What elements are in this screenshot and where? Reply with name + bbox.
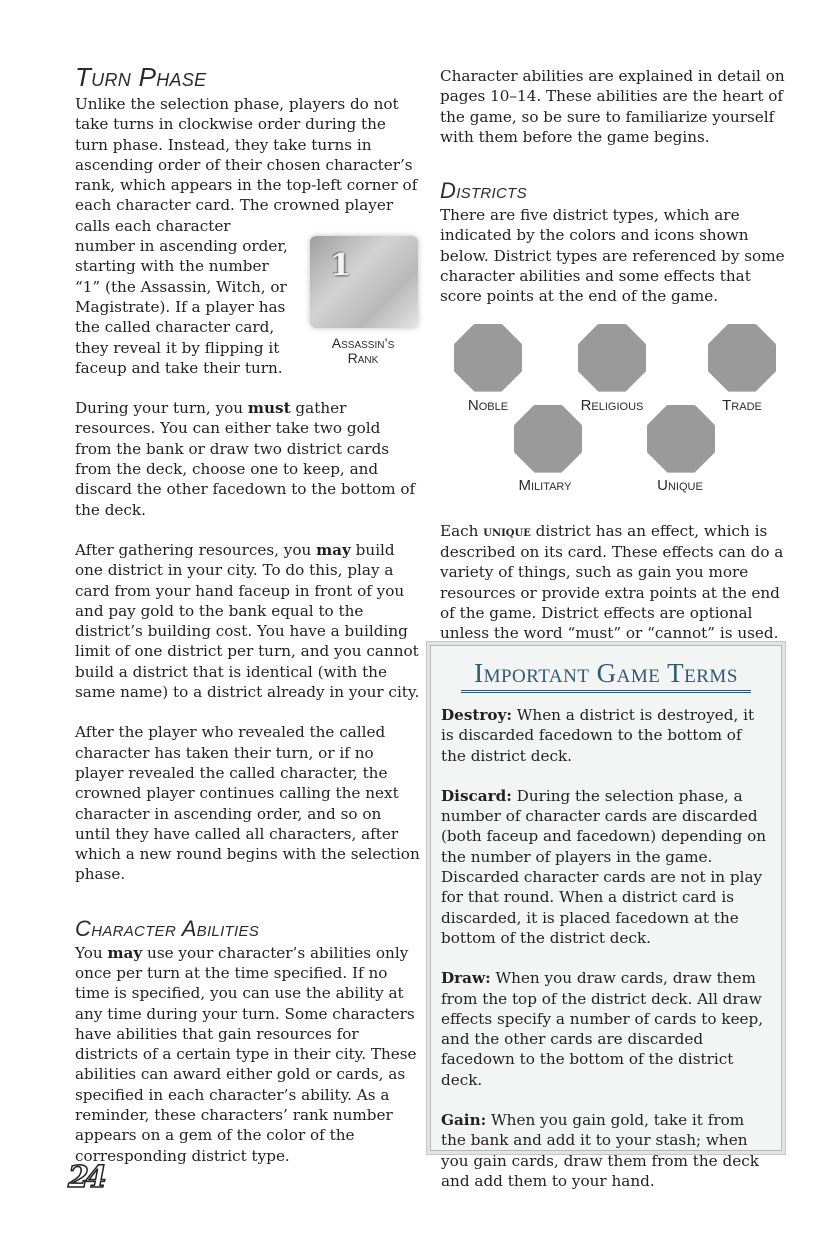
- terms-body: [431, 693, 781, 1191]
- bold-may: may: [316, 540, 351, 559]
- text-run: You: [75, 943, 108, 962]
- religious-label: Religious: [580, 396, 644, 414]
- religious-district-icon: [578, 324, 646, 392]
- term-text: When a district is destroyed, it is discarded facedown to the bottom of the district deck.: [441, 706, 755, 765]
- gather-resources-paragraph: [75, 398, 420, 520]
- district-types-figure: [440, 319, 785, 509]
- noble-label: Noble: [467, 396, 509, 414]
- unique-district-paragraph: [440, 521, 785, 644]
- military-district-icon: [514, 405, 582, 473]
- unique-district-icon: [647, 405, 715, 473]
- turn-wrap-line: faceup and take their turn.: [75, 358, 283, 377]
- term-draw: [441, 968, 771, 1090]
- turn-phase-heading: Turn Phase: [75, 62, 207, 92]
- page-number: 24: [68, 1160, 104, 1195]
- rank-caption-line: Assassin’s: [331, 335, 395, 352]
- rank-caption: [318, 336, 408, 366]
- term-text: During the selection phase, a number of character cards are discarded (both faceup and facedown) depending on the number of players in the game. Discarded character cards are not in play for that round. When a district card is discarded, it is placed facedown at the bottom of the district deck.: [441, 786, 766, 947]
- turn-wrap-line: the called character card,: [75, 318, 275, 337]
- term-destroy: [441, 705, 771, 766]
- term-discard: [441, 786, 771, 948]
- text-run: district has an effect, which is described on its card. These effects can do a variety of things, such as gain you more resources or provide extra points at the end of the game. District effects are optional unless the word “must” or “cannot” is used.: [440, 521, 784, 643]
- term-label: Gain:: [441, 1111, 487, 1130]
- term-text: When you draw cards, draw them from the top of the district deck. All draw effects specify a number of cards to keep, and the other cards are discarded facedown to the bottom of the district deck.: [441, 969, 764, 1089]
- text-run: During your turn, you: [75, 399, 248, 418]
- districts-heading: Districts: [440, 178, 527, 204]
- text-run: build one district in your city. To do this, play a card from your hand faceup in front of you and pay gold to the bank equal to the district’s building cost. You have a building limit of one district per turn, and you cannot build a district that is identical (with the same name) to a district already in your city.: [75, 540, 420, 702]
- rank-block: [75, 236, 420, 378]
- trade-district-icon: [708, 324, 776, 392]
- left-column: [75, 60, 420, 1166]
- unique-keyword: unique: [483, 523, 531, 540]
- unique-label: Unique: [657, 476, 703, 494]
- bold-must: must: [247, 399, 291, 418]
- terms-title: Important Game Terms: [461, 656, 751, 693]
- rank-caption-line: Rank: [347, 350, 379, 367]
- turn-wrap-line: Magistrate). If a player has: [75, 297, 286, 316]
- right-column: [440, 66, 785, 643]
- text-run: gather resources. You can either take two gold from the bank or draw two district cards from the deck, choose one to keep, and discard the other facedown to the bottom of the deck.: [75, 399, 416, 519]
- build-district-paragraph: [75, 540, 420, 702]
- text-run: use your character’s abilities only once per turn at the time specified. If no time is specified, you can use the ability at any time during your turn. Some characters have abilities that gain resources for districts of a certain type in their city. These abilities can award either gold or cards, as specified in each character’s ability. As a reminder, these characters’ rank number appears on a gem of the color of the corresponding district type.: [75, 943, 417, 1165]
- term-label: Discard:: [441, 786, 512, 805]
- important-terms-box: [430, 645, 782, 1190]
- military-label: Military: [518, 476, 572, 494]
- districts-paragraph: There are five district types, which are indicated by the colors and icons shown below. District types are referenced by some character abilities and some effects that score points at the end of the game.: [440, 206, 785, 306]
- text-run: Each: [440, 521, 484, 540]
- turn-phase-intro: Unlike the selection phase, players do not take turns in clockwise order during the turn phase. Instead, they take turns in ascending order of their chosen character’s rank, which appears in the top-left corner of each character card. The crowned player calls each character: [75, 95, 418, 235]
- term-label: Destroy:: [441, 706, 512, 724]
- turn-wrap-line: starting with the number: [75, 257, 269, 276]
- turn-wrap-line: “1” (the Assassin, Witch, or: [75, 277, 287, 296]
- bold-may: may: [107, 943, 143, 962]
- turn-wrap-line: they reveal it by flipping it: [75, 338, 280, 357]
- assassin-rank-image: [310, 236, 418, 328]
- trade-label: Trade: [722, 396, 762, 414]
- abilities-paragraph: [75, 943, 420, 1166]
- rank-number: 1: [330, 248, 351, 284]
- abilities-reference-paragraph: Character abilities are explained in detail on pages 10–14. These abilities are the heart of the game, so be sure to familiarize yourself with them before the game begins.: [440, 67, 785, 146]
- term-text: When you gain gold, take it from the bank and add it to your stash; when you gain cards, draw them from the deck and add them to your hand.: [441, 1111, 759, 1190]
- noble-district-icon: [454, 324, 522, 392]
- turn-wrap-line: number in ascending order,: [75, 237, 288, 256]
- text-run: After gathering resources, you: [75, 540, 317, 559]
- calling-order-paragraph: After the player who revealed the called character has taken their turn, or if no player revealed the called character, the crowned player continues calling the next character in ascending order, and so on until they have called all characters, after which a new round begins with the selection phase.: [75, 723, 420, 884]
- term-gain: [441, 1110, 771, 1191]
- term-label: Draw:: [441, 969, 491, 988]
- character-abilities-heading: Character Abilities: [75, 915, 260, 941]
